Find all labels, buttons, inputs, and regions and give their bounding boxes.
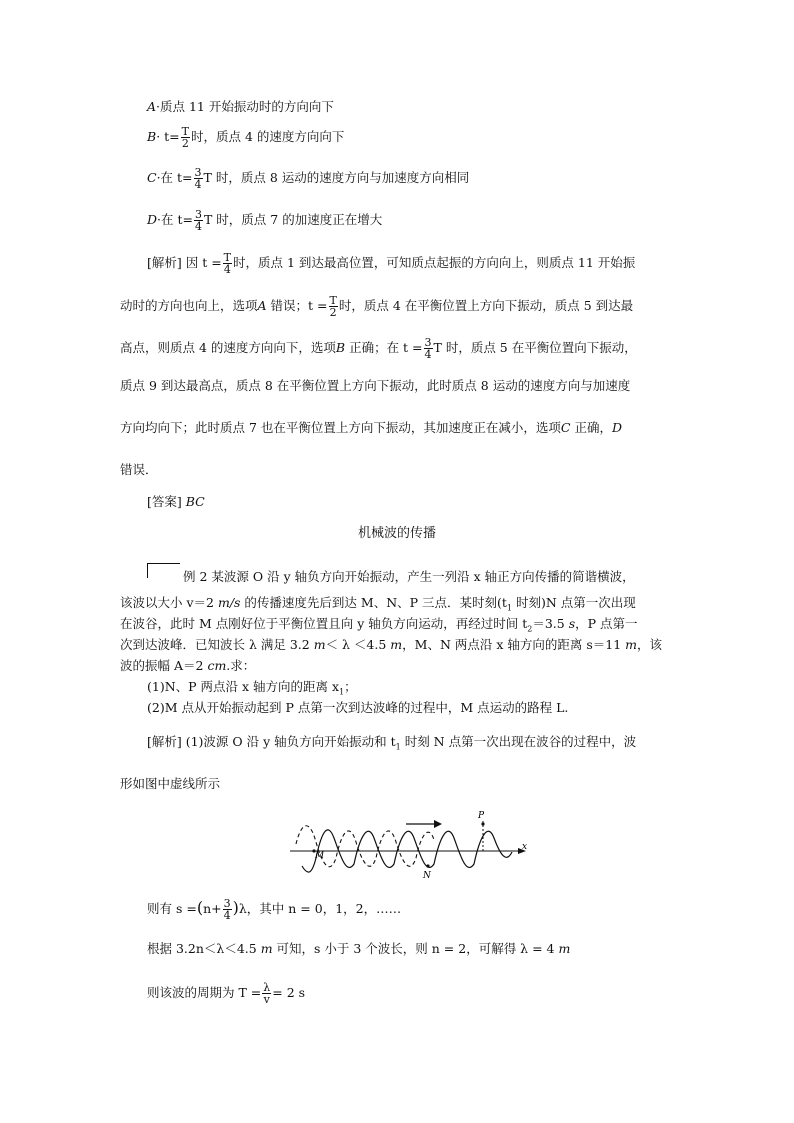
- example2-l3-unit: s: [568, 616, 576, 631]
- option-b-denominator: 2: [181, 137, 189, 150]
- analysis1-l1-num: T: [223, 251, 232, 264]
- answer-value: BC: [185, 494, 205, 509]
- option-a: [147, 99, 334, 115]
- analysis2-l5-den: v: [263, 993, 270, 1006]
- analysis1-l3-den: 4: [424, 348, 432, 361]
- analysis2-l5-post: = 2 s: [272, 985, 306, 1000]
- example2-line5: [120, 658, 255, 674]
- option-c: [147, 167, 469, 190]
- analysis1-line3: [120, 337, 637, 360]
- analysis2-l4-pre: 根据 3.2n＜λ＜4.5: [147, 941, 261, 956]
- analysis1-l3-mid: 正确；在 t =: [345, 340, 423, 355]
- point-n: [426, 864, 429, 867]
- example2-q1-post: ；: [344, 679, 357, 694]
- left-paren: (: [196, 898, 204, 917]
- analysis2-l3-pre: 则有 s =: [147, 901, 197, 916]
- analysis1-line5: [120, 420, 622, 436]
- analysis2-l1-post: 时刻 N 点第一次出现在波谷的过程中，波: [400, 734, 637, 749]
- option-d-numerator: 3: [194, 208, 202, 221]
- analysis2-l1-sub: 1: [395, 742, 401, 752]
- analysis1-l3-pre: 高点，则质点 4 的速度方向向下，选项: [120, 340, 336, 355]
- analysis1-l3-fraction: [424, 337, 433, 360]
- example2-l4-unit2: m: [390, 637, 403, 652]
- example2-l3-post: ，P 点第一: [575, 616, 638, 631]
- example2-l2-pre: 该波以大小 v＝2: [120, 595, 218, 610]
- option-d: [147, 209, 382, 232]
- option-c-pre: ·在 t=: [156, 170, 193, 185]
- analysis2-l5-num: λ: [263, 981, 271, 994]
- example2-l3-sub: 2: [527, 624, 533, 634]
- analysis2-l3-n: n+: [203, 901, 222, 916]
- analysis1-l5-option-c: C: [560, 420, 571, 435]
- option-b-pre: · t=: [156, 129, 180, 144]
- analysis2-l3-post: λ，其中 n = 0，1，2，……: [238, 901, 402, 916]
- analysis1-l2-mid: 错误；t =: [266, 298, 328, 313]
- example2-l3-mid: ＝3.5: [532, 616, 569, 631]
- analysis1-l1-post: 时，质点 1 到达最高位置，可知质点起振的方向向上，则质点 11 开始振: [233, 255, 636, 270]
- example2-q1-sub: 1: [339, 687, 345, 697]
- analysis1-l5-option-d: D: [611, 420, 622, 435]
- option-d-fraction: [194, 209, 203, 232]
- analysis2-l4-unit2: m: [558, 941, 571, 956]
- example2-l2-post2: 时刻)N 点第一次出现: [512, 595, 636, 610]
- option-b-post: 时，质点 4 的速度方向向下: [190, 129, 345, 144]
- label-p: P: [478, 811, 485, 821]
- analysis1-l2-option: A: [257, 298, 267, 313]
- example2-l3-pre: 在波谷，此时 M 点刚好位于平衡位置且向 y 轴负方向运动，再经过时间 t: [120, 616, 528, 631]
- example2-question2: (2)M 点从开始振动起到 P 点第一次到达波峰的过程中，M 点运动的路程 L.: [147, 700, 569, 715]
- analysis2-line3: [147, 898, 401, 921]
- analysis1-l1-pre: [解析] 因 t =: [147, 255, 222, 270]
- option-c-fraction: [194, 167, 203, 190]
- analysis2-line5: [147, 982, 305, 1005]
- example2-l4-unit1: m: [313, 637, 326, 652]
- option-c-denominator: 4: [194, 178, 202, 191]
- example2-l2-post: 的传播速度先后到达 M、N、P 三点．某时刻(t: [240, 595, 507, 610]
- option-d-letter: D: [147, 212, 158, 227]
- example2-l4-unit3: m: [625, 637, 637, 652]
- analysis2-line4: [147, 941, 570, 957]
- analysis1-line2: [120, 295, 633, 318]
- analysis1-line1: [147, 252, 635, 275]
- example2-line3: [120, 616, 638, 638]
- analysis1-line4: 质点 9 到达最高点，质点 8 在平衡位置上方向下振动，此时质点 8 运动的速度方向与加速度: [120, 378, 631, 393]
- example2-question1: [147, 679, 357, 701]
- analysis2-l1-pre: [解析] (1)波源 O 沿 y 轴负方向开始振动和 t: [147, 734, 396, 749]
- option-b-numerator: T: [181, 125, 189, 138]
- analysis2-l4-unit: m: [260, 941, 273, 956]
- example2-line1: 例 2 某波源 O 沿 y 轴负方向开始振动，产生一列沿 x 轴正方向传播的简谐横波，: [183, 569, 635, 584]
- analysis1-l2-post: 时，质点 4 在平衡位置上方向下振动，质点 5 到达最: [338, 298, 634, 313]
- option-c-post: T 时，质点 8 运动的速度方向与加速度方向相同: [203, 170, 470, 185]
- analysis2-l5-pre: 则该波的周期为 T =: [147, 985, 262, 1000]
- example2-l4-mid: ＜ λ ＜4.5: [325, 637, 391, 652]
- example2-l2-sub: 1: [506, 603, 513, 613]
- example2-l4-end: ，该: [637, 637, 663, 652]
- analysis1-l2-den: 2: [329, 306, 337, 319]
- analysis2-l5-fraction: [262, 982, 271, 1005]
- analysis1-l3-post: T 时，质点 5 在平衡位置向下振动，: [433, 340, 637, 355]
- example2-line2: [120, 595, 636, 617]
- wave-figure: [286, 808, 536, 882]
- example2-l2-unit: m/s: [217, 595, 241, 610]
- example2-l4-post: ，M、N 两点沿 x 轴方向的距离 s＝11: [402, 637, 626, 652]
- analysis2-l4-mid: 可知，s 小于 3 个波长，则 n = 2，可解得 λ = 4: [272, 941, 559, 956]
- analysis1-l5-pre: 方向均向下；此时质点 7 也在平衡位置上方向下振动，其加速度正在减小，选项: [120, 420, 561, 435]
- option-c-letter: C: [147, 170, 157, 185]
- analysis2-l3-num: 3: [223, 897, 231, 910]
- option-d-pre: ·在 t=: [157, 212, 193, 227]
- option-b: [147, 126, 344, 149]
- section-title: 机械波的传播: [357, 526, 436, 541]
- answer-label: [答案]: [147, 494, 182, 509]
- example2-q1-pre: (1)N、P 两点沿 x 轴方向的距离 x: [147, 679, 340, 694]
- analysis2-l3-fraction: [223, 898, 232, 921]
- option-a-letter: A: [147, 99, 157, 114]
- analysis2-line1: [147, 734, 636, 756]
- example2-l5-post: .求：: [226, 658, 256, 673]
- point-p: [481, 822, 484, 825]
- analysis1-l3-option: B: [335, 340, 346, 355]
- option-c-numerator: 3: [194, 166, 202, 179]
- option-b-letter: B: [147, 129, 157, 144]
- label-x: x: [522, 842, 528, 852]
- arrow-head: [434, 820, 442, 828]
- analysis1-l2-pre: 动时的方向也向上，选项: [120, 298, 258, 313]
- example2-l5-pre: 波的振幅 A＝2: [120, 658, 208, 673]
- option-d-post: T 时，质点 7 的加速度正在增大: [203, 212, 383, 227]
- analysis1-l2-num: T: [329, 294, 337, 307]
- option-a-text: ·质点 11 开始振动时的方向向下: [156, 99, 334, 114]
- example-marker: [147, 563, 180, 578]
- analysis1-l1-fraction: [223, 252, 232, 275]
- analysis1-l5-mid: 正确，: [570, 420, 612, 435]
- label-n: N: [423, 871, 431, 881]
- example2-l5-unit: cm: [207, 658, 227, 673]
- option-d-denominator: 4: [194, 220, 202, 233]
- analysis1-line6: 错误．: [120, 462, 158, 477]
- example2-l4-pre: 次到达波峰．已知波长 λ 满足 3.2: [120, 637, 314, 652]
- analysis1-l3-num: 3: [424, 336, 432, 349]
- analysis1-l2-fraction: [329, 295, 338, 318]
- example2-line4: [120, 637, 662, 653]
- answer: [147, 494, 205, 510]
- label-m: M: [315, 851, 325, 861]
- analysis2-l3-den: 4: [223, 909, 231, 922]
- option-b-fraction: [181, 126, 190, 149]
- analysis2-line2: 形如图中虚线所示: [120, 776, 221, 791]
- right-paren: ): [232, 898, 239, 917]
- analysis1-l1-den: 4: [223, 263, 231, 276]
